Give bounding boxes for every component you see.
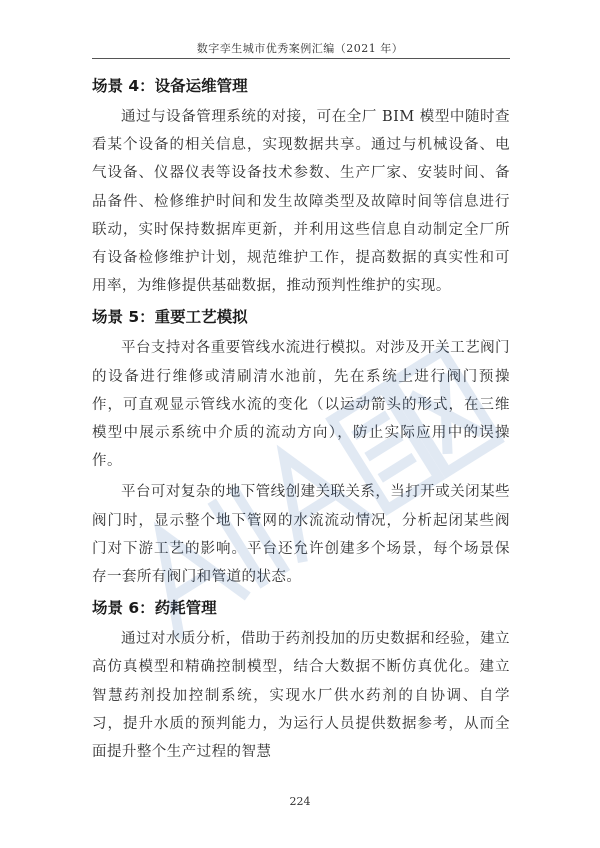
section-scene-4 bbox=[92, 72, 510, 300]
section-scene-5 bbox=[92, 303, 510, 591]
paragraph: 通过对水质分析，借助于药剂投加的历史数据和经验，建立高仿真模型和精确控制模型，结合大数据不断仿真优化。建立智慧药剂投加控制系统，实现水厂供水药剂的自协调、自学习，提升水质的预判能力，为运行人员提供数据参考，从而全面提升整个生产过程的智慧 bbox=[92, 631, 510, 761]
paragraph: 平台支持对各重要管线水流进行模拟。对涉及开关工艺阀门的设备进行维修或清刷清水池前，先在系统上进行阀门预操作，可直观显示管线水流的变化（以运动箭头的形式，在三维模型中展示系统中介质的流动方向），防止实际应用中的误操作。 bbox=[92, 340, 510, 470]
header-divider bbox=[92, 58, 510, 59]
paragraph: 通过与设备管理系统的对接，可在全厂 BIM 模型中随时查看某个设备的相关信息，实现数据共享。通过与机械设备、电气设备、仪器仪表等设备技术参数、生产厂家、安装时间、备品备件、检修维护时间和发生故障类型及故障时间等信息进行联动，实时保持数据库更新，并利用这些信息自动制定全厂所有设备检修维护计划，规范维护工作，提高数据的真实性和可用率，为维修提供基础数据，推动预判性维护的实现。 bbox=[92, 109, 510, 295]
section-heading: 场景 6：药耗管理 bbox=[92, 599, 217, 618]
section-heading: 场景 4：设备运维管理 bbox=[92, 77, 248, 95]
section-scene-6 bbox=[92, 594, 510, 766]
paragraph: 平台可对复杂的地下管线创建关联关系，当打开或关闭某些阀门时，显示整个地下管网的水流流动情况，分析起闭某些阀门对下游工艺的影响。平台还允许创建多个场景，每个场景保存一套所有阀门和管道的状态。 bbox=[92, 484, 510, 586]
document-body bbox=[92, 72, 510, 769]
page-number: 224 bbox=[289, 795, 311, 808]
section-heading: 场景 5：重要工艺模拟 bbox=[92, 308, 248, 327]
running-header: 数字孪生城市优秀案例汇编（2021 年） bbox=[196, 42, 404, 55]
